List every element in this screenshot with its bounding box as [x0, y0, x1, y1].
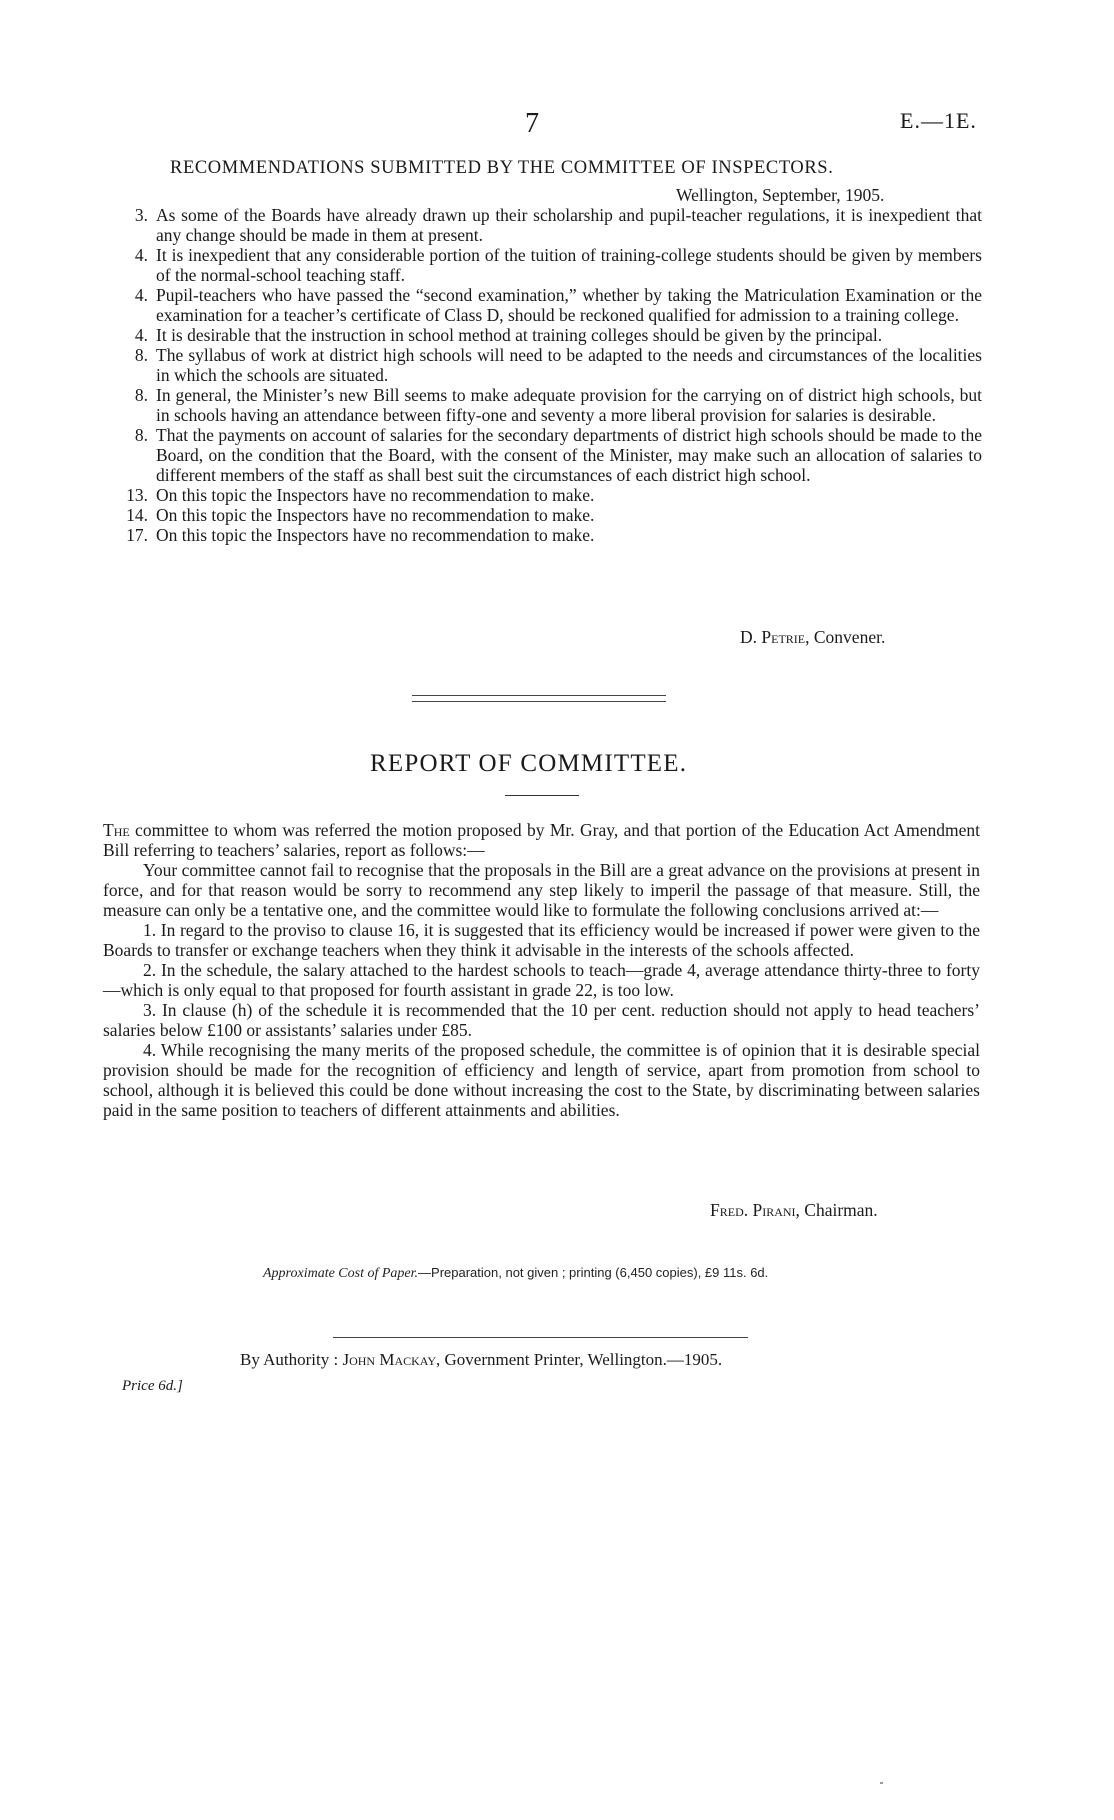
recommendations-dateline: Wellington, September, 1905. [676, 185, 885, 205]
list-item [112, 385, 982, 425]
printer-name: John Mackay [342, 1350, 437, 1369]
item-text: That the payments on account of salaries for the secondary departments of district high schools should be made to the Board, on the condition that the Board, with the consent of the Minister, may make such an allocation of salaries to different members of the staff as shall best suit the circumstances of each district high school. [156, 425, 982, 485]
item-text: On this topic the Inspectors have no recommendation to make. [156, 485, 595, 505]
list-item [112, 325, 982, 345]
footer-divider [333, 1337, 748, 1338]
item-number: 4. [134, 285, 148, 305]
list-item [112, 425, 982, 485]
recommendations-list [112, 205, 982, 545]
item-number: 13. [126, 485, 148, 505]
authority-prefix: By Authority : [240, 1350, 343, 1369]
report-paragraph: 3. In clause (h) of the schedule it is recommended that the 10 per cent. reduction should not apply to head teachers’ salaries below £100 or assistants’ salaries under £85. [103, 1000, 980, 1040]
list-item [112, 345, 982, 385]
item-text: The syllabus of work at district high schools will need to be adapted to the needs and circumstances of the localities in which the schools are situated. [156, 345, 982, 385]
item-number: 8. [134, 345, 148, 365]
convener-role: , Convener. [805, 627, 886, 647]
report-title: REPORT OF COMMITTEE. [370, 750, 688, 777]
cost-label: Approximate Cost of Paper. [263, 1266, 419, 1281]
item-number: 8. [134, 425, 148, 445]
convener-signature [740, 627, 885, 648]
printer-authority [240, 1350, 722, 1370]
cost-text: —Preparation, not given ; printing (6,450 copies), £9 11s. 6d. [418, 1265, 769, 1280]
item-number: 8. [134, 385, 148, 405]
list-item [112, 505, 982, 525]
item-number: 4. [134, 325, 148, 345]
list-item [112, 245, 982, 285]
item-text: On this topic the Inspectors have no recommendation to make. [156, 505, 595, 525]
cost-of-paper-note [263, 1265, 768, 1282]
report-lead-word: The [103, 820, 130, 840]
item-text: In general, the Minister’s new Bill seems to make adequate provision for the carrying on of district high schools, but in schools having an attendance between fifty-one and seventy a more liberal provision for salaries is desirable. [156, 385, 982, 425]
report-paragraph: Your committee cannot fail to recognise that the proposals in the Bill are a great advance on the provisions at present in force, and for that reason would be sorry to recommend any step likely to imperil the passage of that measure. Still, the measure can only be a tentative one, and the committee would like to formulate the following conclusions arrived at:— [103, 860, 980, 920]
price-note: Price 6d.] [122, 1378, 183, 1394]
list-item [112, 485, 982, 505]
chairman-role: , Chairman. [795, 1200, 878, 1220]
recommendations-heading: RECOMMENDATIONS SUBMITTED BY THE COMMITTEE OF INSPECTORS. [170, 158, 834, 178]
authority-suffix: , Government Printer, Wellington.—1905. [436, 1350, 723, 1369]
page-number: 7 [525, 108, 539, 139]
report-body [103, 820, 980, 1120]
list-item [112, 205, 982, 245]
document-reference: E.—1E. [900, 108, 977, 133]
list-item [112, 525, 982, 545]
title-underline [505, 795, 579, 796]
section-divider [412, 695, 666, 702]
item-text: It is inexpedient that any considerable portion of the tuition of training-college students should be given by members of the normal-school teaching staff. [156, 245, 982, 285]
report-opening [103, 820, 980, 860]
item-text: As some of the Boards have already drawn up their scholarship and pupil-teacher regulations, it is inexpedient that any change should be made in them at present. [156, 205, 982, 245]
convener-name: D. Petrie [740, 627, 806, 647]
report-paragraph: 1. In regard to the proviso to clause 16, it is suggested that its efficiency would be increased if power were given to the Boards to transfer or exchange teachers when they think it advisable in the interests of the schools affected. [103, 920, 980, 960]
item-number: 4. [134, 245, 148, 265]
scan-mark [880, 1782, 883, 1784]
report-paragraph: 4. While recognising the many merits of the proposed schedule, the committee is of opinion that it is desirable special provision should be made for the recognition of efficiency and length of service, apart from promotion from school to school, although it is believed this could be done without increasing the cost to the State, by discriminating between salaries paid in the same position to teachers of different attainments and abilities. [103, 1040, 980, 1120]
report-paragraph: 2. In the schedule, the salary attached to the hardest schools to teach—grade 4, average attendance thirty-three to forty—which is only equal to that proposed for fourth assistant in grade 22, is too low. [103, 960, 980, 1000]
report-opening-text: committee to whom was referred the motion proposed by Mr. Gray, and that portion of the Education Act Amendment Bill referring to teachers’ salaries, report as follows:— [103, 820, 980, 860]
item-text: Pupil-teachers who have passed the “second examination,” whether by taking the Matriculation Examination or the examination for a teacher’s certificate of Class D, should be reckoned qualified for admission to a training college. [156, 285, 982, 325]
chairman-signature [710, 1200, 878, 1221]
item-text: On this topic the Inspectors have no recommendation to make. [156, 525, 595, 545]
item-number: 14. [126, 505, 148, 525]
chairman-name: Fred. Pirani [710, 1200, 796, 1220]
list-item [112, 285, 982, 325]
item-number: 17. [126, 525, 148, 545]
item-text: It is desirable that the instruction in school method at training colleges should be given by the principal. [156, 325, 883, 345]
item-number: 3. [134, 205, 148, 225]
